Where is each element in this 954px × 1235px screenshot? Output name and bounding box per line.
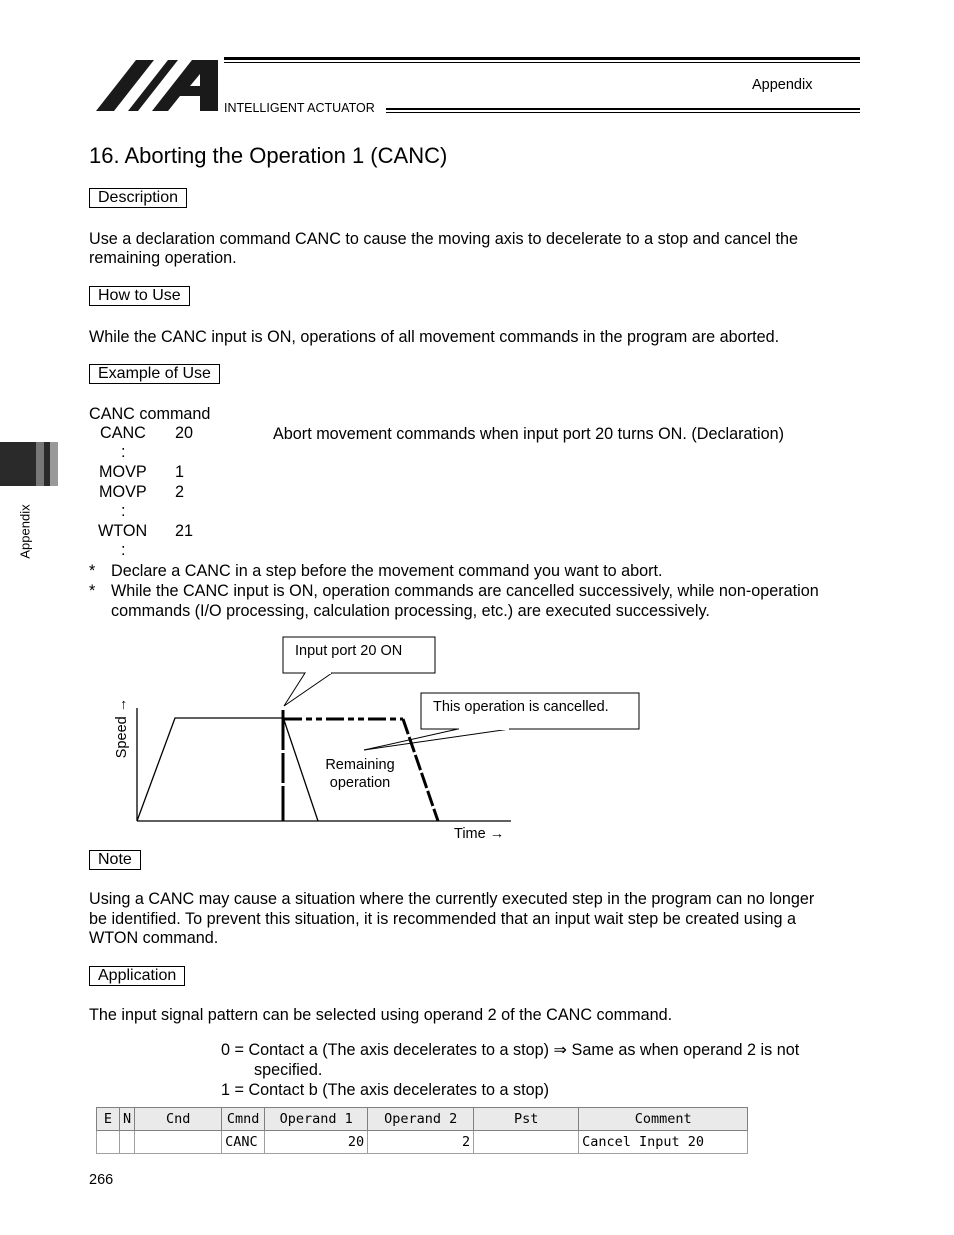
application-heading: Application xyxy=(89,966,185,986)
code-comment: Abort movement commands when input port 20 turns ON. (Declaration) xyxy=(273,425,785,443)
col-operand1: Operand 1 xyxy=(265,1108,368,1131)
page-title: 16. Aborting the Operation 1 (CANC) xyxy=(89,143,448,168)
table-row[interactable] xyxy=(97,1131,748,1154)
speed-profile xyxy=(137,718,282,821)
description-line-2: remaining operation. xyxy=(89,249,237,267)
code-cmd: MOVP xyxy=(99,463,147,481)
cell-cnd[interactable] xyxy=(135,1131,222,1154)
callout-cancel-text: This operation is cancelled. xyxy=(433,699,609,715)
note-text: Declare a CANC in a step before the movement command you want to abort. xyxy=(111,562,663,580)
note-mark: * xyxy=(89,582,96,600)
col-e: E xyxy=(97,1108,120,1131)
page-number: 266 xyxy=(89,1172,114,1188)
remaining-label: Remaining xyxy=(325,757,395,773)
cell-operand2[interactable]: 2 xyxy=(368,1131,474,1154)
how-to-use-text: While the CANC input is ON, operations of all movement commands in the program are aborted. xyxy=(89,328,780,346)
cell-e[interactable] xyxy=(97,1131,120,1154)
code-operand: 2 xyxy=(175,483,185,501)
note-heading: Note xyxy=(89,850,141,870)
header-rule-bottom-thin xyxy=(386,112,860,113)
table-header-row xyxy=(97,1108,748,1131)
y-axis-label: Speed → xyxy=(114,697,130,759)
example-heading: Example of Use xyxy=(89,364,220,384)
col-operand2: Operand 2 xyxy=(368,1108,474,1131)
side-tab-label: Appendix xyxy=(17,504,33,559)
x-axis-label: Time → xyxy=(454,826,505,842)
callout-cancel-pointer-2 xyxy=(364,729,510,750)
code-operand: 1 xyxy=(175,463,185,481)
speed-time-diagram xyxy=(100,630,660,855)
col-cnd: Cnd xyxy=(135,1108,222,1131)
example-title: CANC command xyxy=(89,405,211,423)
col-pst: Pst xyxy=(474,1108,579,1131)
col-cmnd: Cmnd xyxy=(222,1108,265,1131)
col-comment: Comment xyxy=(579,1108,748,1131)
code-cmd: CANC xyxy=(100,424,146,442)
cell-operand1[interactable]: 20 xyxy=(265,1131,368,1154)
option-0-cont: specified. xyxy=(254,1061,323,1079)
cell-comment[interactable]: Cancel Input 20 xyxy=(579,1131,748,1154)
description-line-1: Use a declaration command CANC to cause the moving axis to decelerate to a stop and cancel the xyxy=(89,230,799,248)
cell-pst[interactable] xyxy=(474,1131,579,1154)
callout-input-text: Input port 20 ON xyxy=(295,643,403,659)
cell-n[interactable] xyxy=(120,1131,135,1154)
code-cmd: WTON xyxy=(98,522,148,540)
code-cmd: MOVP xyxy=(99,483,147,501)
note-text-cont: commands (I/O processing, calculation processing, etc.) are executed successively. xyxy=(111,602,710,620)
callout-input-pointer xyxy=(284,673,332,706)
note-line-2: be identified. To prevent this situation, it is recommended that an input wait step be created using a xyxy=(89,910,796,928)
side-tab xyxy=(0,442,58,486)
code-operand: 20 xyxy=(175,424,194,442)
header-rule-top xyxy=(224,57,860,60)
how-to-use-heading: How to Use xyxy=(89,286,190,306)
code-operand: 21 xyxy=(175,522,194,540)
header-rule-top-thin xyxy=(224,62,860,63)
option-1: 1 = Contact b (The axis decelerates to a stop) xyxy=(221,1081,549,1099)
note-line-1: Using a CANC may cause a situation where the currently executed step in the program can no longer xyxy=(89,890,815,908)
option-0: 0 = Contact a (The axis decelerates to a stop) ⇒ Same as when operand 2 is not xyxy=(221,1041,800,1059)
code-cmd: : xyxy=(121,541,126,559)
header-rule-bottom xyxy=(386,108,860,110)
cell-cmnd[interactable]: CANC xyxy=(222,1131,265,1154)
note-text: While the CANC input is ON, operation commands are cancelled successively, while non-operation xyxy=(111,582,819,600)
code-cmd: : xyxy=(121,443,126,461)
program-table xyxy=(96,1107,748,1154)
note-line-3: WTON command. xyxy=(89,929,219,947)
code-cmd: : xyxy=(121,502,126,520)
ia-logo xyxy=(96,58,220,112)
header-company: INTELLIGENT ACTUATOR xyxy=(224,101,375,115)
description-heading: Description xyxy=(89,188,187,208)
note-mark: * xyxy=(89,562,96,580)
application-text: The input signal pattern can be selected using operand 2 of the CANC command. xyxy=(89,1006,673,1024)
col-n: N xyxy=(120,1108,135,1131)
header-section: Appendix xyxy=(752,77,813,93)
remaining-label-2: operation xyxy=(329,775,391,791)
